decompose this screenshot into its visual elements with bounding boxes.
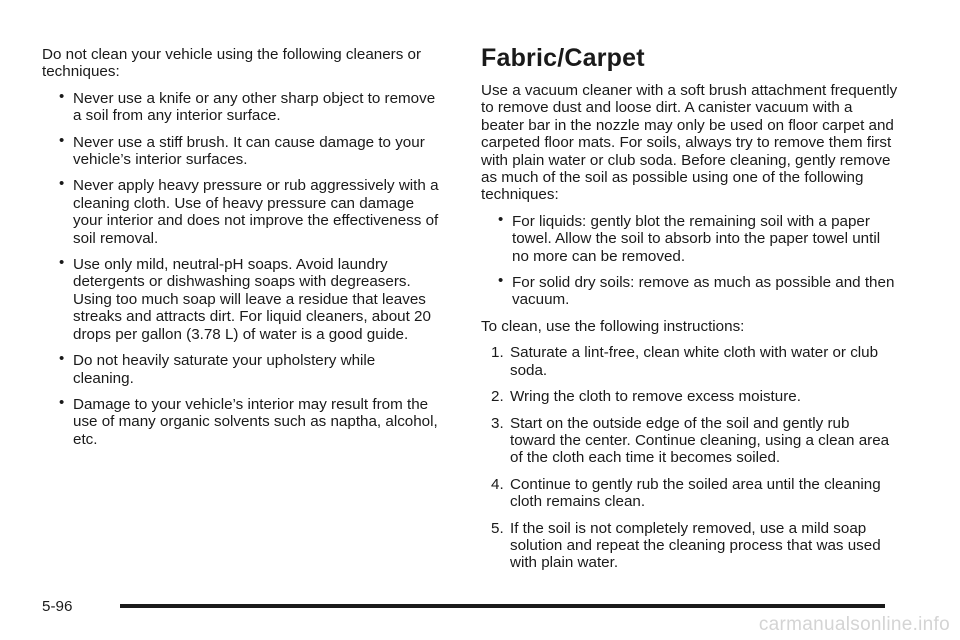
list-item: • For liquids: gently blot the remaining soil with a paper towel. Allow the soil to absorb into the paper towel until no more can be removed.	[498, 210, 881, 265]
bullet-icon: •	[59, 350, 65, 368]
watermark: carmanualsonline.info	[758, 614, 950, 635]
left-intro: Do not clean your vehicle using the following cleaners or techniques:	[42, 46, 422, 81]
list-item: • Do not heavily saturate your upholstery while cleaning.	[59, 350, 376, 387]
right-column	[481, 44, 899, 581]
step-item: 1. Saturate a lint-free, clean white cloth with water or club soda.	[491, 344, 879, 379]
bullet-icon: •	[59, 393, 65, 411]
bullet-icon: •	[59, 131, 65, 149]
list-item: • For solid dry soils: remove as much as possible and then vacuum.	[498, 272, 895, 309]
step-item: 4. Continue to gently rub the soiled area until the cleaning cloth remains clean.	[491, 475, 881, 511]
left-column	[42, 46, 440, 457]
step-item: 5. If the soil is not completely removed, use a mild soap solution and repeat the cleaning process that was used with plain water.	[491, 519, 881, 572]
list-item: • Never use a stiff brush. It can cause damage to your vehicle’s interior surfaces.	[59, 131, 425, 169]
footer-rule	[120, 604, 885, 608]
section-heading: Fabric/Carpet	[481, 44, 645, 72]
instructions-lead: To clean, use the following instructions:	[481, 317, 745, 335]
bullet-icon: •	[59, 175, 65, 193]
cleaning-steps	[481, 344, 899, 571]
bullet-icon: •	[498, 210, 504, 228]
page-number: 5-96	[42, 598, 73, 615]
left-bullet-list	[42, 87, 440, 448]
bullet-icon: •	[59, 87, 65, 105]
right-intro-paragraph: Use a vacuum cleaner with a soft brush attachment frequently to remove dust and loose dirt. A canister vacuum with a beater bar in the nozzle may only be used on floor carpet and carpeted floor mats. For soils, always try to remove them first with plain water or club soda. Before cleaning, gently remove as much of the soil as possible using one of the following techniques:	[481, 82, 898, 204]
right-bullet-list	[481, 210, 899, 309]
bullet-icon: •	[498, 272, 504, 290]
step-item: 3. Start on the outside edge of the soil and gently rub toward the center. Continue cleaning, using a clean area of the cloth each time it becomes soiled.	[491, 414, 890, 467]
list-item: • Never apply heavy pressure or rub aggressively with a cleaning cloth. Use of heavy pressure can damage your interior and does not improve the effectiveness of soil removal.	[59, 175, 439, 247]
list-item: • Damage to your vehicle’s interior may result from the use of many organic solvents such as naptha, alcohol, etc.	[59, 393, 438, 448]
bullet-icon: •	[59, 254, 65, 272]
step-item: 2. Wring the cloth to remove excess moisture.	[491, 388, 801, 406]
list-item: • Use only mild, neutral-pH soaps. Avoid laundry detergents or dishwashing soaps with degreasers. Using too much soap will leave a residue that leaves streaks and attracts dirt. For liquid cleaners, about 20 drops per gallon (3.78 L) of water is a good guide.	[59, 254, 431, 343]
list-item: • Never use a knife or any other sharp object to remove a soil from any interior surface.	[59, 87, 436, 125]
